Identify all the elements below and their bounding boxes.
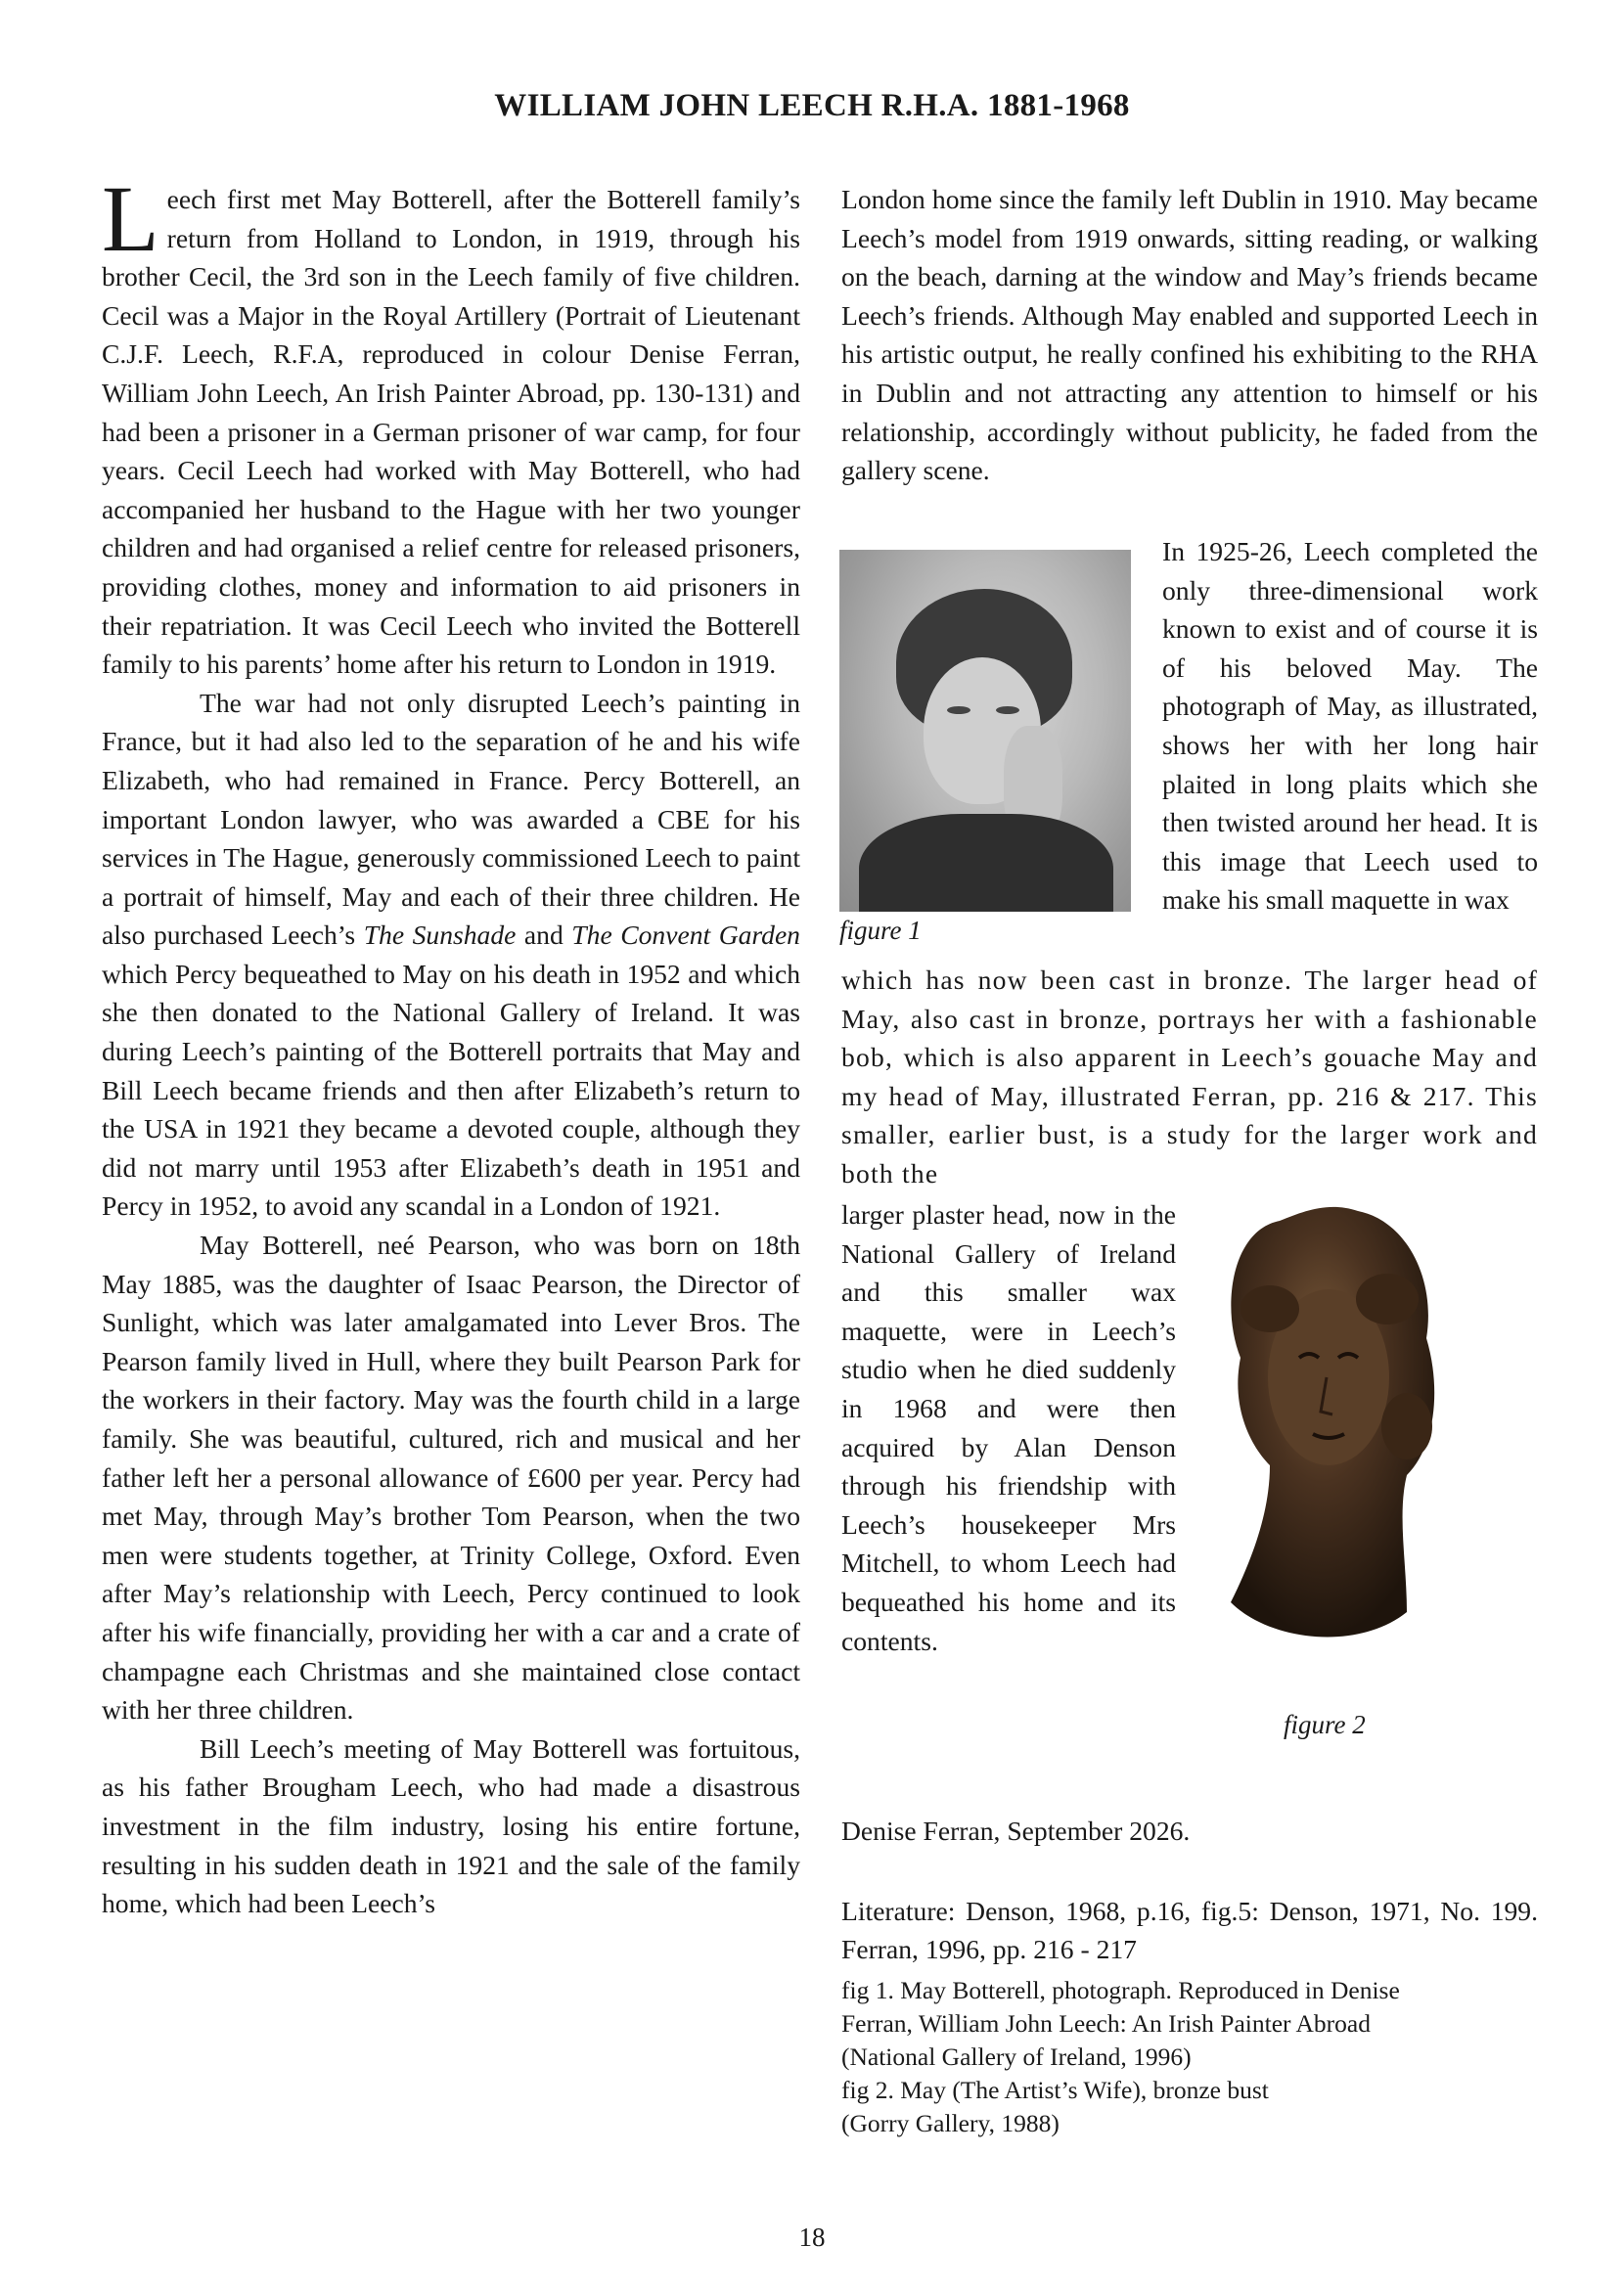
page-number: 18: [798, 2222, 826, 2252]
figure-1-photograph: [839, 550, 1131, 912]
paragraph-text: which Percy bequeathed to May on his death in 1952 and which she then donated to the National Gallery of Ireland. It was during Leech’s painting of the Botterell portraits that May and Bill Leech became friends and then after Elizabeth’s return to the USA in 1921 they became a devoted couple, although they did not marry until 1953 after Elizabeth’s death in 1951 and Percy in 1952, to avoid any scandal in a London of 1921.: [102, 958, 800, 1222]
paragraph: which has now been cast in bronze. The larger head of May, also cast in bronze, portrays her with a fashionable bob, which is also apparent in Leech’s gouache May and my head of May, illustrated Ferran, pp. 216 & 217. This smaller, earlier bust, is a study for the larger work and both the: [841, 965, 1538, 1189]
right-column-top: [841, 180, 1538, 490]
paragraph-text: and: [516, 920, 572, 951]
figure-note-line: (National Gallery of Ireland, 1996): [841, 2042, 1192, 2071]
wrapped-paragraph: In 1925-26, Leech completed the only three-dimensional work known to exist and of course it is of his beloved May. The photograph of May, as illustrated, shows her with her long hair plaited in long plaits which she then twisted around her head. It is this image that Leech used to make his small maquette in wax: [1162, 536, 1538, 916]
figure-note-line: Ferran, William John Leech: An Irish Painter Abroad: [841, 2009, 1371, 2038]
literature-reference: Literature: Denson, 1968, p.16, fig.5: Denson, 1971, No. 199. Ferran, 1996, pp. 216 - 217: [841, 1896, 1538, 1964]
figure-notes: [841, 1974, 1526, 2140]
paragraph: [102, 684, 800, 1226]
author-signature: Denise Ferran, September 2026.: [841, 1816, 1191, 1846]
literature-block: [841, 1892, 1538, 1968]
wrapped-paragraph: larger plaster head, now in the National Gallery of Ireland and this smaller wax maquette, were in Leech’s studio when he died suddenly in 1968 and were then acquired by Alan Denson through his friendship with Leech’s housekeeper Mrs Mitchell, to whom Leech had bequeathed his home and its contents.: [841, 1199, 1176, 1656]
paragraph: London home since the family left Dublin in 1910. May became Leech’s model from 1919 onwards, sitting reading, or walking on the beach, darning at the window and May’s friends became Leech’s friends. Although May enabled and supported Leech in his artistic output, he really confined his exhibiting to the RHA in Dublin and not attracting any attention to himself or his relationship, accordingly without publicity, he faded from the gallery scene.: [841, 184, 1538, 486]
figure-note-line: (Gorry Gallery, 1988): [841, 2109, 1060, 2137]
page-title: WILLIAM JOHN LEECH R.H.A. 1881-1968: [494, 88, 1130, 123]
artwork-title: The Sunshade: [363, 920, 517, 951]
paragraph-text: The war had not only disrupted Leech’s painting in France, but it had also led to the separation of he and his wife Elizabeth, who had remained in France. Percy Botterell, an important London lawyer, who was awarded a CBE for his services in The Hague, generously commissioned Leech to paint a portrait of himself, May and each of their three children. He also purchased Leech’s: [102, 687, 800, 951]
drop-cap: L: [102, 166, 159, 271]
paragraph-text: eech first met May Botterell, after the Botterell family’s return from Holland to London, in 1919, through his brother Cecil, the 3rd son in the Leech family of five children. Cecil was a Major in the Royal Artillery (Portrait of Lieutenant C.J.F. Leech, R.F.A, reproduced in colour Denise Ferran, William John Leech, An Irish Painter Abroad, pp. 130-131) and had been a prisoner in a German prisoner of war camp, for four years. Cecil Leech had worked with May Botterell, who had accompanied her husband to the Hague with her two younger children and had organised a relief centre for released prisoners, providing clothes, money and information to aid prisoners in their repatriation. It was Cecil Leech who invited the Botterell family to his parents’ home after his return to London in 1919.: [102, 184, 800, 680]
figure-1-caption: figure 1: [839, 916, 922, 945]
signature: [841, 1812, 1538, 1850]
figure-note-line: fig 1. May Botterell, photograph. Reproduced in Denise: [841, 1976, 1400, 2004]
paragraph: Bill Leech’s meeting of May Botterell was fortuitous, as his father Brougham Leech, who had made a disastrous investment in the film industry, losing his entire fortune, resulting in his sudden death in 1921 and the sale of the family home, which had been Leech’s: [102, 1732, 800, 1919]
figure-2-caption: figure 2: [1284, 1710, 1366, 1739]
figure-note-line: fig 2. May (The Artist’s Wife), bronze bust: [841, 2076, 1269, 2104]
left-column: [102, 166, 800, 1923]
paragraph: May Botterell, neé Pearson, who was born on 18th May 1885, was the daughter of Isaac Pearson, the Director of Sunlight, which was later amalgamated into Lever Bros. The Pearson family lived in Hull, where they built Pearson Park for the workers in their factory. May was the fourth child in a large family. She was beautiful, cultured, rich and musical and her father left her a personal allowance of £600 per year. Percy had met May, through May’s brother Tom Pearson, when the two men were students together, at Trinity College, Oxford. Even after May’s relationship with Leech, Percy continued to look after his wife financially, providing her with a car and a crate of champagne each Christmas and she maintained close contact with her three children.: [102, 1230, 800, 1726]
paragraph: [102, 166, 800, 684]
artwork-title: The Convent Garden: [571, 920, 800, 951]
photo-eye: [947, 706, 970, 714]
figure-2-bronze-bust: [1211, 1191, 1446, 1700]
photo-eye: [996, 706, 1019, 714]
photo-dress: [859, 814, 1113, 912]
